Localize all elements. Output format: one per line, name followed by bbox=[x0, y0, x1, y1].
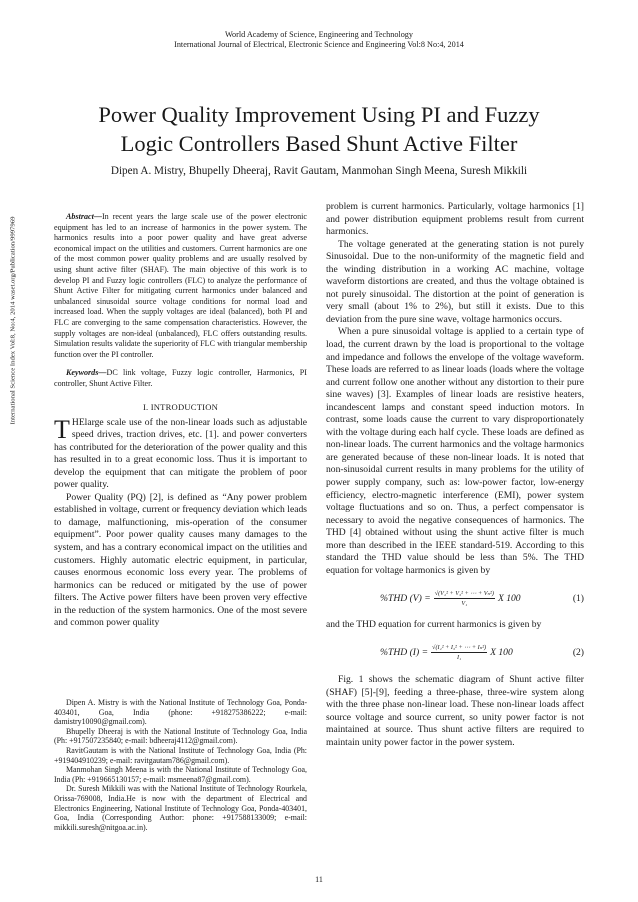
footnote-3: RavitGautam is with the National Institute of Technology Goa, India (Ph: +919404910239; e-mail: ravitgautam786@gmail.com). bbox=[54, 745, 307, 765]
abstract-lead: Abstract— bbox=[66, 212, 102, 221]
author-list: Dipen A. Mistry, Bhupelly Dheeraj, Ravit Gautam, Manmohan Singh Meena, Suresh Mikkili bbox=[110, 165, 528, 177]
section-heading-introduction: I. INTRODUCTION bbox=[142, 401, 219, 412]
equation-1-lhs: %THD (V) = bbox=[380, 592, 431, 604]
equation-2-denominator: I₁ bbox=[456, 654, 462, 662]
equation-2-fraction bbox=[431, 644, 487, 661]
right-paragraph-4: and the THD equation for current harmonics is given by bbox=[326, 619, 542, 631]
side-margin-note bbox=[8, 42, 18, 602]
equation-1-numerator: √(V₂² + V₃² + ⋯ + Vₙ²) bbox=[434, 589, 494, 597]
right-paragraph-2: The voltage generated at the generating station is not purely Sinusoidal. Due to the non-uniformity of the magnetic field and the winding distribution in a working AC machine, voltage waveform distortions are created, and thus the voltage obtained is not purely sinusoidal. The distortion at the point of generation is very small (about 1% to 2%), but still it exists. Due to this deviation from the pure sine wave, voltage harmonics occurs. bbox=[326, 238, 584, 325]
equation-2 bbox=[326, 642, 584, 664]
keywords-text: DC link voltage, Fuzzy logic controller, Harmonics, PI controller, Shunt Active Filter. bbox=[54, 368, 307, 388]
journal-header bbox=[0, 30, 638, 50]
header-line-1: World Academy of Science, Engineering and Technology bbox=[224, 30, 413, 39]
side-note-text: International Science Index Vol:8, No:4, 2014 waset.org/Publication/9997969 bbox=[9, 216, 17, 425]
equation-2-lhs: %THD (I) = bbox=[380, 647, 429, 659]
equation-2-number: (2) bbox=[572, 647, 584, 659]
equation-1-rhs: X 100 bbox=[497, 592, 521, 604]
left-column bbox=[54, 212, 307, 630]
equation-1-number: (1) bbox=[572, 592, 584, 604]
drop-cap: T bbox=[54, 414, 70, 444]
equation-2-rhs: X 100 bbox=[490, 647, 513, 659]
keywords bbox=[54, 368, 307, 389]
right-column bbox=[326, 201, 584, 749]
equation-1 bbox=[326, 587, 584, 609]
title-line-1: Power Quality Improvement Using PI and Fuzzy bbox=[98, 102, 540, 127]
right-paragraph-5: Fig. 1 shows the schematic diagram of Shunt active filter (SHAF) [5]-[9], feeding a three-phase, three-wire system along with the three phase non-linear load. These non-linear loads affect source voltage and source current, so unity power factor is not maintained at source. Thus shunt active filters are required to maintain unity power factor in the power system. bbox=[326, 673, 584, 748]
footnote-4: Manmohan Singh Meena is with the National Institute of Technology Goa, India (Ph: +919665130157; e-mail: msmeena87@gmail.com). bbox=[54, 765, 307, 784]
footnote-5: Dr. Suresh Mikkili was with the National Institute of Technology Rourkela, Orissa-769008, India.He is now with the department of Electrical and Electronics Engineering, National Institute of Technology Goa, Ponda-403401, Goa, India (Corresponding Author: phone: +917588133009; e-mail: mikkili.suresh@nitgoa.ac.in). bbox=[54, 784, 307, 832]
keywords-lead: Keywords— bbox=[66, 368, 107, 378]
equation-1-fraction bbox=[434, 590, 495, 607]
abstract bbox=[54, 212, 307, 360]
equation-2-numerator: √(I₂² + I₃² + ⋯ + Iₙ²) bbox=[432, 644, 487, 652]
paper-title bbox=[40, 100, 598, 158]
intro-paragraph-1 bbox=[54, 414, 307, 492]
intro-paragraph-1-text: HElarge scale use of the non-linear loads such as adjustable speed drives, traction drives, etc. [1]. and power converters has contributed for the deterioration of the power quality and this has resulted in to a great economic loss. Thus it is important to develop the equipment that can mitigate the problem of poor power quality. bbox=[54, 416, 307, 491]
footnote-1: Dipen A. Mistry is with the National Institute of Technology Goa, Ponda-403401, Goa, India (phone: +918275386222; e-mail: damistry10090@gmail.com). bbox=[54, 698, 307, 727]
footnote-2: Bhupelly Dheeraj is with the National Institute of Technology Goa, India (Ph: +917507235840; e-mail: bdheeraj4112@gmail.com). bbox=[54, 726, 307, 746]
page-number: 11 bbox=[315, 875, 323, 884]
header-line-2: International Journal of Electrical, Electronic Science and Engineering Vol:8 No:4, 2014 bbox=[174, 40, 464, 49]
right-paragraph-3: When a pure sinusoidal voltage is applied to a certain type of load, the current drawn by the load is proportional to the voltage and impedance and follows the envelope of the voltage waveform. These loads are referred to as linear loads (loads where the voltage and current follow one another without any distortion to their pure sine waves) [3]. Examples of linear loads are resistive heaters, incandescent lamps and constant speed induction motors. In contrast, some loads cause the current to vary disproportionately with the voltage during each half cycle. These loads are defined as non-linear loads. The current harmonics and the voltage harmonics are generated because of these non-linear loads. It is noted that non-sinusoidal current results in many problems for the utility of power supply company, such as: low-power factor, low-energy efficiency, electro-magnetic interference (EMI), power system voltage fluctuations and so on. Thus, a perfect compensator is necessary to avoid the negative consequences of harmonics. The THD [4] obtained without using the shunt active filter is much more than described in the IEEE standard-519. According to this standard the THD value should be less than 5%. The THD equation for voltage harmonics is given by bbox=[326, 326, 584, 576]
right-paragraph-continued: problem is current harmonics. Particularly, voltage harmonics [1] and power distribution equipment problems result from current harmonics. bbox=[326, 201, 584, 238]
author-footnotes bbox=[54, 698, 307, 832]
title-line-2: Logic Controllers Based Shunt Active Filter bbox=[120, 131, 518, 156]
abstract-text: In recent years the large scale use of the power electronic equipment has led to an increase of harmonics in the power system. The harmonics results into a poor power quality and have great adverse economical impact on the utilities and customers. Current harmonics are one of the most common power quality problems and are usually resolved by using shunt active filter (SHAF). The main objective of this work is to develop PI and Fuzzy logic controllers (FLC) to analyze the performance of Shunt Active Filter for mitigating current harmonics under balanced and unbalanced sinusoidal source voltage conditions for normal load and increased load. When the supply voltages are ideal (balanced), both PI and FLC are converging to the same compensation characteristics. However, the supply voltages are non-ideal (unbalanced), FLC offers outstanding results. Simulation results validate the superiority of FLC with triangular membership function over the PI controller. bbox=[54, 212, 307, 359]
intro-paragraph-2: Power Quality (PQ) [2], is defined as “Any power problem established in voltage, current or frequency deviation which leads to damage, malfunctioning, mis-operation of the consumer equipment”. Poor power quality causes many damages to the system, and has a contrary economical impact on the utilities and customers. Highly automatic electric equipment, in particular, causes enormous economic loss every year. The problems of harmonics can be reduced or mitigated by the use of power filters. The Active power filters have been proven very effective in the reduction of the system harmonics. One of the most severe and common power quality bbox=[54, 491, 307, 629]
equation-1-denominator: V₁ bbox=[461, 599, 468, 607]
